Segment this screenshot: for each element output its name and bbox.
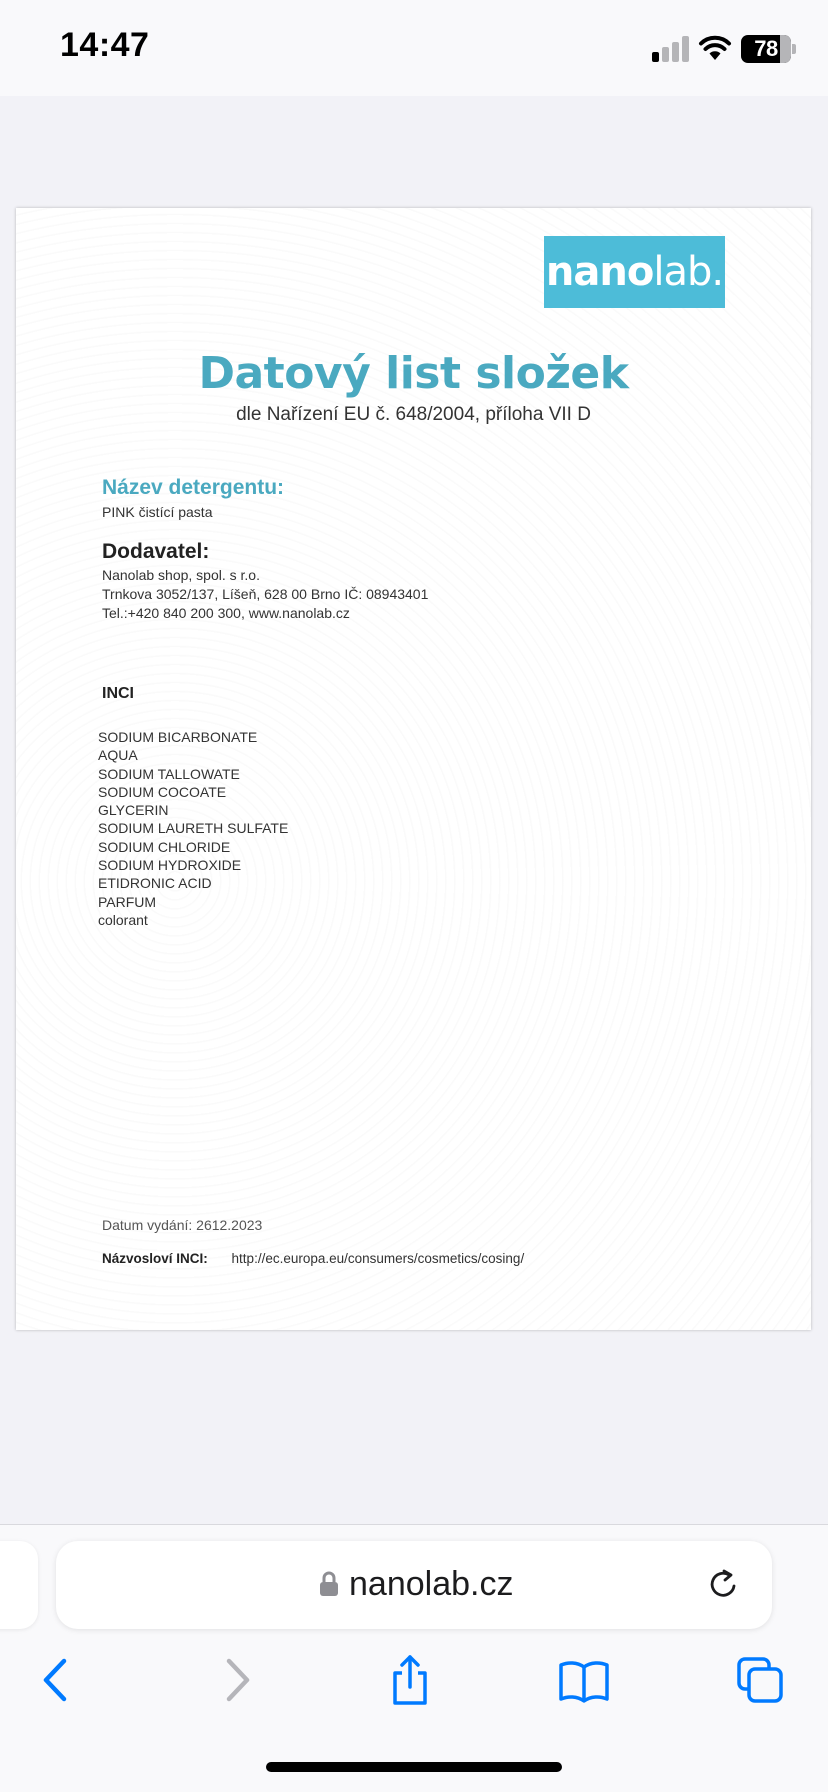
issue-date: Datum vydání: 2612.2023 bbox=[102, 1217, 263, 1233]
inci-item: PARFUM bbox=[98, 893, 157, 910]
inci-item: ETIDRONIC ACID bbox=[98, 875, 212, 892]
document-title: Datový list složek bbox=[198, 348, 629, 399]
supplier-line: Tel.:+420 840 200 300, www.nanolab.cz bbox=[102, 605, 350, 621]
inci-item: SODIUM COCOATE bbox=[98, 783, 227, 800]
reload-icon[interactable] bbox=[707, 1567, 741, 1601]
cellular-signal-icon bbox=[652, 36, 692, 62]
document-page bbox=[16, 208, 811, 1330]
document-subtitle: dle Nařízení EU č. 648/2004, příloha VII D bbox=[236, 404, 591, 425]
logo-text-part2: lab. bbox=[653, 249, 724, 295]
detergent-label: Název detergentu: bbox=[102, 476, 285, 499]
url-text[interactable]: nanolab.cz bbox=[349, 1565, 514, 1603]
wifi-icon bbox=[698, 34, 732, 62]
nomenclature-row bbox=[102, 1251, 524, 1266]
inci-list bbox=[98, 728, 288, 929]
tabs-icon[interactable] bbox=[733, 1653, 787, 1707]
nomenclature-url[interactable]: http://ec.europa.eu/consumers/cosmetics/cosing/ bbox=[231, 1251, 525, 1266]
bookmarks-icon[interactable] bbox=[557, 1653, 611, 1707]
supplier-label: Dodavatel: bbox=[102, 540, 210, 563]
inci-item: SODIUM TALLOWATE bbox=[98, 765, 240, 782]
inci-item: SODIUM LAURETH SULFATE bbox=[98, 820, 289, 837]
inci-item: SODIUM BICARBONATE bbox=[98, 729, 258, 745]
home-indicator[interactable] bbox=[266, 1762, 562, 1772]
supplier-line: Nanolab shop, spol. s r.o. bbox=[102, 567, 260, 583]
battery-nub bbox=[792, 44, 796, 54]
supplier-line: Trnkova 3052/137, Líšeň, 628 00 Brno IČ: 08943401 bbox=[102, 586, 429, 602]
battery-percentage: 78 bbox=[754, 36, 778, 61]
inci-item: GLYCERIN bbox=[98, 802, 169, 819]
status-bar bbox=[0, 0, 828, 96]
lock-icon bbox=[319, 1571, 339, 1597]
logo-text-part1: nano bbox=[545, 249, 654, 295]
back-icon[interactable] bbox=[30, 1653, 84, 1707]
inci-item: SODIUM HYDROXIDE bbox=[98, 857, 242, 874]
previous-tab-preview[interactable] bbox=[0, 1541, 38, 1629]
inci-heading: INCI bbox=[102, 685, 134, 702]
nanolab-logo bbox=[544, 236, 725, 308]
inci-item: colorant bbox=[98, 911, 148, 928]
detergent-name: PINK čistící pasta bbox=[102, 504, 213, 520]
address-bar[interactable] bbox=[56, 1541, 772, 1629]
forward-icon[interactable] bbox=[209, 1653, 263, 1707]
status-time: 14:47 bbox=[60, 26, 150, 64]
nomenclature-label: Názvosloví INCI: bbox=[102, 1251, 208, 1266]
browser-toolbar bbox=[0, 1524, 828, 1792]
inci-item: SODIUM CHLORIDE bbox=[98, 838, 231, 855]
inci-item: AQUA bbox=[98, 747, 138, 764]
share-icon[interactable] bbox=[383, 1653, 437, 1707]
battery-icon bbox=[741, 35, 791, 63]
